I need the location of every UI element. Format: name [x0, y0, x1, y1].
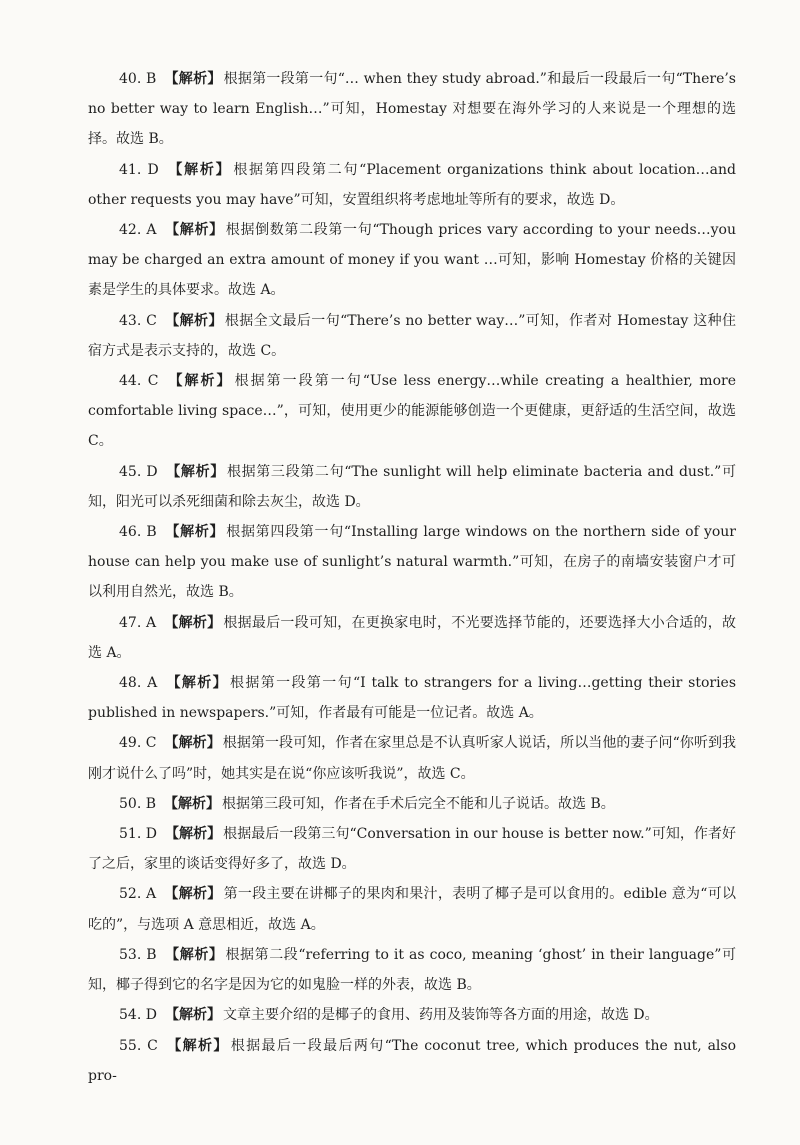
analysis-tag: 【解析】 [164, 614, 222, 631]
explanation-text: 根据第一段第一句“I talk to strangers for a living…getting their stories published in newspapers.”可知，作者最有可能是一位记者。故选 A。 [88, 675, 737, 722]
answer-explanations [88, 64, 736, 1091]
explanation-text: 文章主要介绍的是椰子的食用、药用及装饰等各方面的用途，故选 D。 [222, 1007, 659, 1024]
explanation-text: 根据第一段第一句“… when they study abroad.”和最后一段最后一句“There’s no better way to learn English…”可知，Homestay 对想要在海外学习的人来说是一个理想的选择。故选 B。 [88, 71, 736, 148]
answer-entry [88, 306, 736, 366]
analysis-tag: 【解析】 [165, 463, 225, 480]
analysis-tag: 【解析】 [164, 524, 225, 541]
question-number: 53. B [119, 946, 157, 963]
question-number: 46. B [119, 524, 157, 541]
answer-entry [88, 215, 736, 306]
answer-entry [88, 608, 736, 668]
question-number: 48. A [119, 675, 158, 692]
question-number: 49. C [119, 735, 157, 752]
analysis-tag: 【解析】 [164, 1007, 221, 1024]
analysis-tag: 【解析】 [164, 886, 222, 903]
analysis-tag: 【解析】 [164, 312, 223, 329]
question-number: 54. D [119, 1007, 157, 1024]
answer-entry [88, 1000, 736, 1030]
analysis-tag: 【解析】 [164, 826, 222, 843]
explanation-text: 根据第一段可知，作者在家里总是不认真听家人说话，所以当他的妻子问“你听到我刚才说什么了吗”时，她其实是在说“你应该听我说”，故选 C。 [88, 735, 736, 782]
explanation-text: 根据第四段第二句“Placement organizations think about location…and other requests you may have”可知，安置组织将考虑地址等所有的要求，故选 D。 [88, 161, 736, 208]
question-number: 40. B [119, 71, 157, 87]
explanation-text: 根据最后一段第三句“Conversation in our house is better now.”可知，作者好了之后，家里的谈话变得好多了，故选 D。 [88, 826, 736, 873]
question-number: 43. C [119, 312, 157, 329]
analysis-tag: 【解析】 [166, 161, 232, 178]
analysis-tag: 【解析】 [165, 675, 229, 692]
explanation-text: 根据最后一段可知，在更换家电时，不光要选择节能的，还要选择大小合适的，故选 A。 [88, 614, 737, 661]
explanation-text: 根据第三段可知，作者在手术后完全不能和儿子说话。故选 B。 [222, 795, 615, 812]
analysis-tag: 【解析】 [164, 222, 224, 239]
answer-entry [88, 64, 736, 155]
analysis-tag: 【解析】 [166, 373, 233, 390]
answer-entry [88, 879, 736, 939]
explanation-text: 根据第一段第一句“Use less energy…while creating a healthier, more comfortable living space…”，可知，使用更少的能源能够创造一个更健康，更舒适的生活空间，故选 C。 [88, 373, 736, 450]
analysis-tag: 【解析】 [164, 946, 224, 963]
explanation-text: 根据第三段第二句“The sunlight will help eliminate bacteria and dust.”可知，阳光可以杀死细菌和除去灰尘，故选 D。 [88, 463, 736, 510]
answer-entry [88, 789, 736, 819]
analysis-tag: 【解析】 [164, 795, 221, 812]
question-number: 51. D [119, 826, 157, 843]
question-number: 55. C [119, 1037, 158, 1054]
answer-entry [88, 155, 736, 215]
analysis-tag: 【解析】 [165, 1037, 229, 1054]
answer-entry [88, 819, 736, 879]
analysis-tag: 【解析】 [164, 71, 222, 87]
analysis-tag: 【解析】 [164, 735, 221, 752]
answer-entry [88, 1031, 736, 1091]
explanation-text: 根据第二段“referring to it as coco, meaning ‘ghost’ in their language”可知，椰子得到它的名字是因为它的如鬼脸一样的外表，故选 B。 [88, 946, 736, 994]
question-number: 47. A [119, 614, 157, 631]
answer-entry [88, 940, 736, 1000]
question-number: 50. B [119, 795, 157, 812]
question-number: 41. D [119, 161, 159, 178]
answer-entry [88, 668, 736, 728]
answer-entry [88, 366, 736, 457]
question-number: 44. C [119, 373, 159, 390]
explanation-text: 第一段主要在讲椰子的果肉和果汁，表明了椰子是可以食用的。edible 意为“可以吃的”，与选项 A 意思相近，故选 A。 [88, 886, 737, 933]
answer-entry [88, 517, 736, 608]
explanation-text: 根据最后一段最后两句“The coconut tree, which produces the nut, also pro- [88, 1037, 737, 1084]
question-number: 45. D [119, 463, 158, 480]
answer-entry [88, 457, 736, 517]
explanation-text: 根据第四段第一句“Installing large windows on the northern side of your house can help you make use of sunlight’s natural warmth.”可知，在房子的南墙安装窗户才可以利用自然光，故选 B。 [88, 524, 736, 601]
explanation-text: 根据全文最后一句“There’s no better way…”可知，作者对 Homestay 这种住宿方式是表示支持的，故选 C。 [88, 312, 737, 359]
answer-entry [88, 728, 736, 788]
question-number: 52. A [119, 886, 157, 903]
explanation-text: 根据倒数第二段第一句“Though prices vary according to your needs…you may be charged an extra amount of money if you want …可知，影响 Homestay 价格的关键因素是学生的具体要求。故选 A。 [88, 222, 736, 299]
question-number: 42. A [119, 222, 157, 239]
